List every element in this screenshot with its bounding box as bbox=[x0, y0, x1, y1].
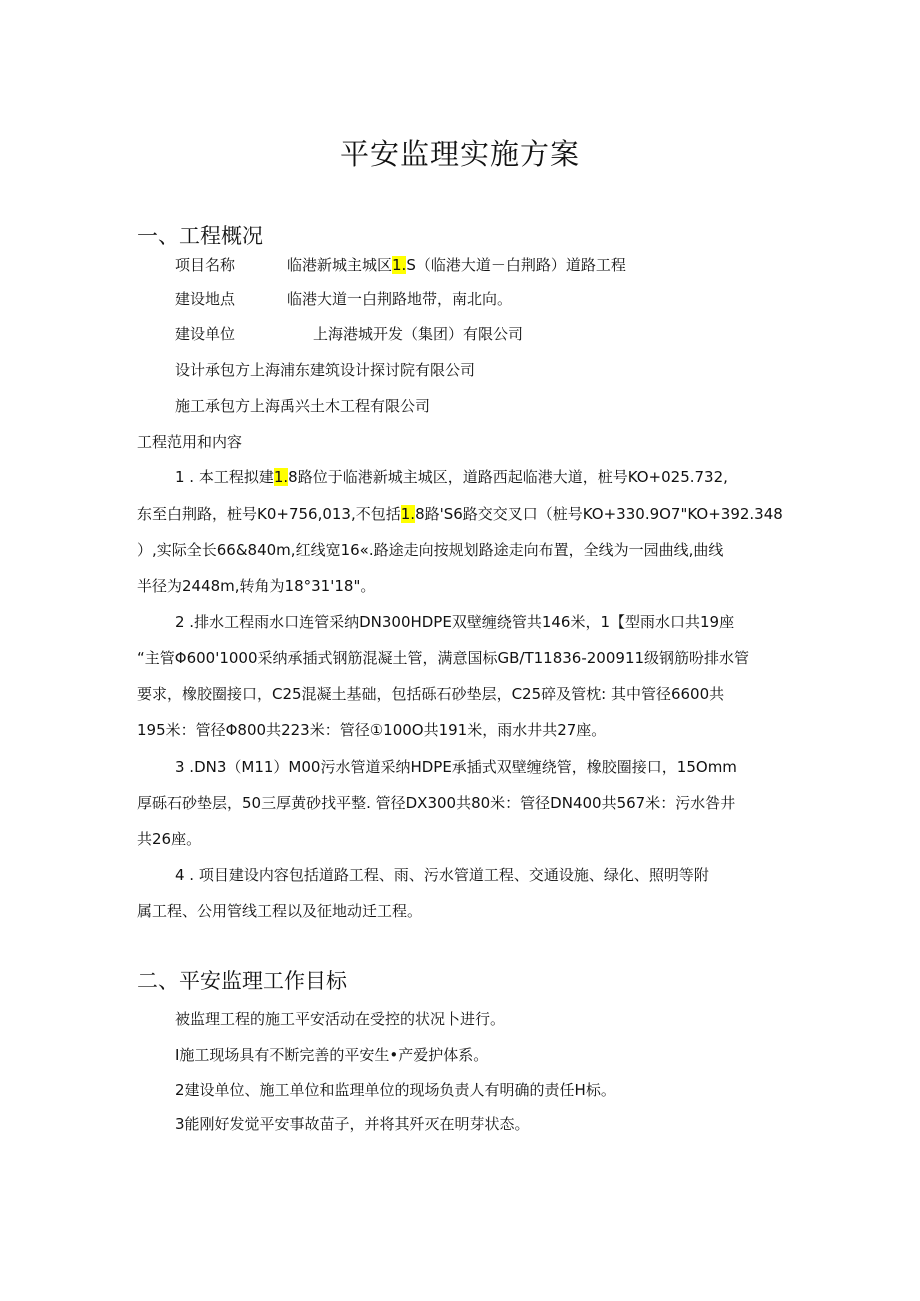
location-label: 建设地点 bbox=[175, 290, 236, 308]
location-value: 临港大道一白荆路地带，南北向。 bbox=[287, 290, 513, 308]
para1-line3: ）,实际全长66&840m,红线宽16«.路途走向按规划路途走向布置，全线为一园曲线,曲线 bbox=[137, 541, 724, 559]
para1-line1-pre: 1 . 本工程拟建 bbox=[175, 468, 274, 486]
para3-line1: 3 .DN3（M11）M00污水管道采纳HDPE承插式双壁缠绕管，橡胶圈接口，15Omm bbox=[175, 758, 737, 776]
para1-line2-pre: 东至白荆路，桩号K0+756,013,不包括 bbox=[137, 505, 401, 523]
project-name-post: S（临港大道－白荆路）道路工程 bbox=[406, 256, 626, 274]
designer-line: 设计承包方上海浦东建筑设计探讨院有限公司 bbox=[175, 361, 476, 379]
owner-label: 建设单位 bbox=[175, 325, 236, 343]
goal-item-3: 3能刚好发觉平安事故苗子，并将其歼灭在明芽状态。 bbox=[175, 1115, 530, 1133]
para2-line1: 2 .排水工程雨水口连管采纳DN300HDPE双壁缠绕管共146米，1【型雨水口共19座 bbox=[175, 613, 735, 631]
project-name-pre: 临港新城主城区 bbox=[287, 256, 393, 274]
builder-line: 施工承包方上海禹兴土木工程有限公司 bbox=[175, 397, 431, 415]
para1-line2 bbox=[137, 504, 783, 524]
para3-line3: 共26座。 bbox=[137, 830, 202, 848]
para1-line4: 半径为2448m,转角为18°31'18"。 bbox=[137, 577, 376, 595]
para1-line1-post: 8路位于临港新城主城区，道路西起临港大道，桩号KO+025.732, bbox=[288, 468, 728, 486]
highlight-mark: 1. bbox=[273, 468, 289, 486]
goal-item-2: 2建设单位、施工单位和监理单位的现场负责人有明确的责任H标。 bbox=[175, 1081, 616, 1099]
para3-line2: 厚砾石砂垫层，50三厚黄砂找平整. 管径DX300共80米：管径DN400共567米：污水咎井 bbox=[137, 794, 736, 812]
section1-heading: 一、工程概况 bbox=[137, 224, 263, 248]
para2-line3: 要求，橡胶圈接口，C25混凝土基础，包括砾石砂垫层，C25碎及管枕: 其中管径6600共 bbox=[137, 685, 725, 703]
document-title: 平安监理实施方案 bbox=[339, 137, 580, 171]
scope-heading: 工程范用和内容 bbox=[137, 433, 243, 451]
project-name-value bbox=[287, 255, 626, 275]
para2-line2: “主管Φ600'1000采纳承插式钢筋混凝土管，满意国标GB/T11836-200911级钢筋吩排水管 bbox=[137, 649, 750, 667]
section2-heading: 二、平安监理工作目标 bbox=[137, 969, 347, 993]
highlight-mark: 1. bbox=[400, 505, 416, 523]
para1-line2-post: 8路'S6路交交叉口（桩号KO+330.9O7"KO+392.348 bbox=[415, 505, 783, 523]
project-name-label: 项目名称 bbox=[175, 256, 236, 274]
owner-value: 上海港城开发（集团）有限公司 bbox=[313, 325, 524, 343]
para4-line2: 属工程、公用管线工程以及征地动迁工程。 bbox=[137, 902, 423, 920]
para1-line1 bbox=[175, 467, 728, 487]
section2-intro: 被监理工程的施工平安活动在受控的状况卜进行。 bbox=[175, 1010, 506, 1028]
para2-line4: 195米：管径Φ800共223米：管径①100O共191米，雨水井共27座。 bbox=[137, 721, 607, 739]
para4-line1: 4 . 项目建设内容包括道路工程、雨、污水管道工程、交通设施、绿化、照明等附 bbox=[175, 866, 709, 884]
goal-item-1: I施工现场具有不断完善的平安生•产爱护体系。 bbox=[175, 1046, 489, 1064]
highlight-mark: 1. bbox=[392, 256, 407, 274]
